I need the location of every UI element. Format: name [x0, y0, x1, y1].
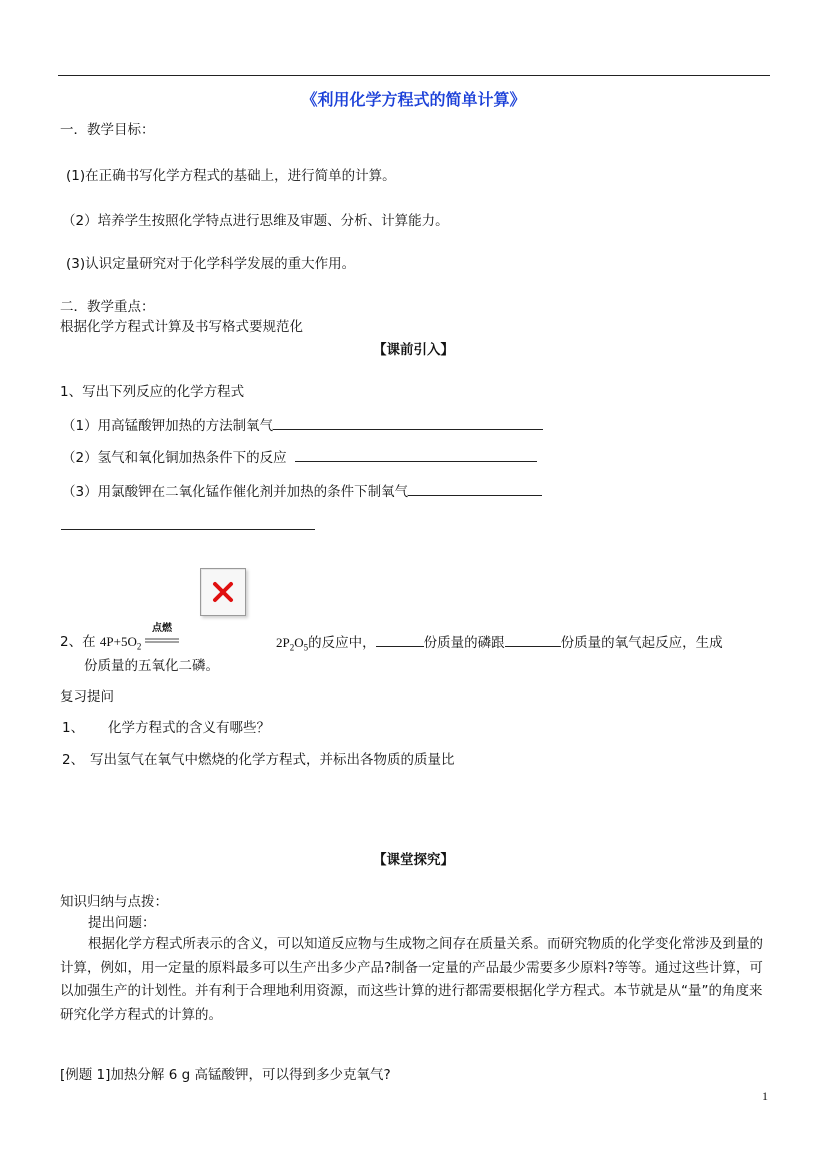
- objective-item-2: （2）培养学生按照化学特点进行思维及审题、分析、计算能力。: [62, 213, 449, 229]
- question-1-item-3: [62, 482, 542, 501]
- q2-mid2: 份质量的磷跟: [423, 635, 505, 651]
- page-title: 《利用化学方程式的简单计算》: [301, 90, 526, 109]
- answer-blank[interactable]: [273, 416, 543, 430]
- question-2-prefix: [60, 633, 141, 656]
- question-1: 1、写出下列反应的化学方程式: [60, 384, 245, 400]
- item-text: （2）氢气和氧化铜加热条件下的反应: [62, 450, 287, 466]
- answer-blank[interactable]: [376, 633, 424, 647]
- question-1-item-1: [62, 416, 543, 435]
- reaction-condition: [145, 625, 179, 645]
- question-2-line2: 份质量的五氧化二磷。: [84, 658, 219, 674]
- item-text: 化学方程式的含义有哪些？: [108, 720, 270, 736]
- answer-blank[interactable]: [408, 482, 542, 496]
- objective-item-3: (3)认识定量研究对于化学科学发展的重大作用。: [66, 256, 356, 272]
- explore-heading: 【课堂探究】: [373, 852, 454, 868]
- header-rule: [58, 75, 770, 76]
- item-number: 2、: [62, 752, 85, 768]
- key-point-text: 根据化学方程式计算及书写格式要规范化: [60, 319, 303, 335]
- page-number: 1: [762, 1089, 768, 1103]
- answer-blank[interactable]: [295, 448, 537, 462]
- q2-reactants: [99, 634, 142, 652]
- item-text: （1）用高锰酸钾加热的方法制氧气: [62, 418, 274, 434]
- item-text: （3）用氯酸钾在二氧化锰作催化剂并加热的条件下制氧气: [62, 484, 409, 500]
- subscript: 5: [303, 642, 309, 653]
- section1-heading: 一．教学目标：: [60, 122, 155, 138]
- reactant-text: 4P+5O: [99, 634, 137, 649]
- explore-paragraph: 根据化学方程式所表示的含义，可以知道反应物与生成物之间存在质量关系。而研究物质的化学变化常涉及到量的计算，例如，用一定量的原料最多可以生产出多少产品?制备一定量的产品最少需要多少原料?等等。通过这些计算，可以加强生产的计划性。并有利于合理地利用资源，而这些计算的进行都需要根据化学方程式。本节就是从“量”的角度来研究化学方程式的计算的。: [60, 936, 763, 1023]
- q2-mid3: 份质量的氧气起反应，生成: [560, 635, 723, 651]
- question-label: 提出问题：: [88, 915, 156, 931]
- broken-image-icon: [200, 568, 246, 616]
- question-2-rest: [276, 633, 723, 657]
- example-1: [例题 1]加热分解 6 g 高锰酸钾，可以得到多少克氧气?: [60, 1067, 391, 1083]
- section2-heading: 二．教学重点：: [60, 299, 155, 315]
- product-text: 2P: [276, 635, 290, 650]
- subscript: 2: [136, 641, 142, 652]
- preclass-heading: 【课前引入】: [373, 342, 454, 358]
- review-item-2: [62, 751, 455, 769]
- item-number: 1、: [62, 720, 85, 736]
- q2-product: [276, 635, 309, 653]
- condition-label: 点燃: [152, 623, 172, 634]
- subscript: 2: [289, 642, 295, 653]
- equals-sign-icon: [145, 638, 179, 644]
- product-o: O: [294, 635, 304, 650]
- review-item-1: [62, 719, 270, 737]
- q2-mid1: 的反应中，: [308, 635, 376, 651]
- objective-item-1: (1)在正确书写化学方程式的基础上，进行简单的计算。: [66, 168, 396, 184]
- review-heading: 复习提问: [60, 689, 114, 705]
- item-text: 写出氢气在氧气中燃烧的化学方程式，并标出各物质的质量比: [90, 752, 455, 768]
- explore-subheading: 知识归纳与点拨：: [60, 894, 168, 910]
- answer-blank-continuation[interactable]: [61, 529, 315, 530]
- question-1-item-2: [62, 448, 537, 467]
- q2-label: 2、在: [60, 634, 96, 650]
- answer-blank[interactable]: [505, 633, 561, 647]
